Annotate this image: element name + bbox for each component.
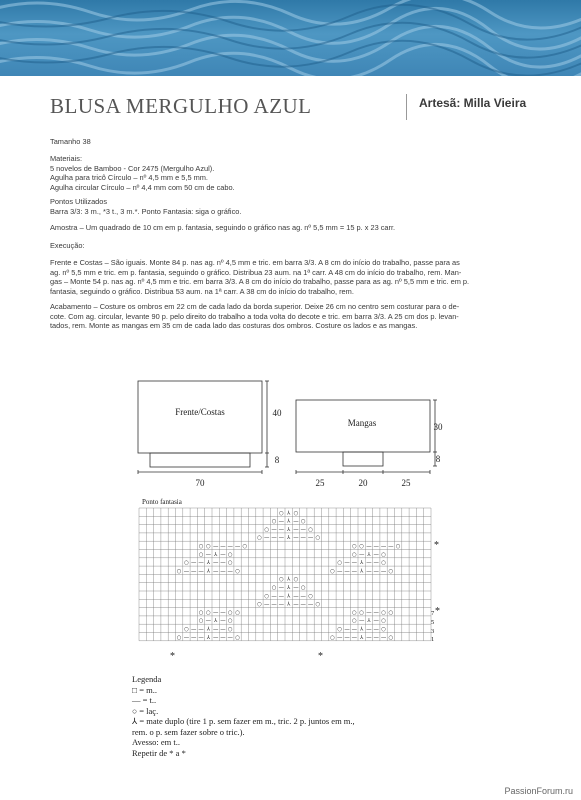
chart-symbol: —: [198, 626, 204, 633]
chart-symbol: —: [337, 634, 343, 641]
chart-symbol: ○: [264, 526, 270, 533]
legend-item: ⅄ = mate duplo (tire 1 p. sem fazer em m., tric. 2 p. juntos em m.,: [132, 716, 355, 726]
instruction-line: fantasia, seguindo o gráfico. Distribua 53 aum. na 1ª carr. A 38 cm do início do trabalho, rem.: [50, 286, 354, 296]
chart-symbol: —: [191, 568, 197, 575]
chart-symbol: —: [351, 560, 358, 567]
materials-line: Agulha circular Círculo – nº 4,4 mm com 50 cm de cabo.: [50, 182, 235, 192]
chart-symbol: —: [212, 560, 219, 567]
chart-symbol: ○: [395, 543, 401, 550]
chart-symbol: —: [373, 560, 379, 567]
chart-symbol: —: [198, 560, 204, 567]
chart-symbol: ○: [337, 560, 343, 567]
chart-symbol: ⅄: [360, 626, 364, 633]
chart-symbol: ○: [351, 609, 357, 616]
sleeve-height-label: 30: [433, 422, 443, 432]
chart-symbol: —: [205, 551, 212, 558]
chart-symbol: —: [271, 601, 277, 608]
chart-symbol: ⅄: [287, 585, 291, 591]
chart-symbol: —: [220, 609, 226, 616]
chart-symbol: ○: [330, 568, 335, 575]
chart-symbol: ○: [264, 593, 270, 600]
instruction-line: cote. Com ag. circular, levante 90 p. pelo direito do trabalho a toda volta do decote e tric. em barra 3/3. A 25 cm dos p. levan-: [50, 311, 459, 321]
chart-symbol: ○: [235, 568, 240, 575]
legend-item: Avesso: em t..: [132, 737, 181, 747]
chart-symbol: ○: [308, 526, 313, 533]
chart-symbol: ○: [293, 510, 299, 517]
gauge-line: Amostra – Um quadrado de 10 cm em p. fantasia, seguindo o gráfico nas ag. nº 5,5 mm = 15 p. x 23 carr.: [50, 223, 396, 232]
chart-symbol: —: [278, 601, 285, 608]
chart-symbol: ⅄: [206, 626, 210, 633]
chart-symbol: —: [300, 535, 306, 542]
chart-symbol: ○: [242, 543, 248, 550]
chart-symbol: ○: [227, 626, 233, 633]
chart-symbol: ○: [300, 585, 306, 591]
chart-symbol: ○: [198, 618, 204, 625]
legend-item: Repetir de * a *: [132, 747, 186, 758]
watermark: PassionForum.ru: [504, 786, 573, 796]
legend-title: Legenda: [132, 674, 162, 684]
chart-symbol: ○: [184, 560, 189, 567]
chart-symbol: —: [220, 551, 226, 558]
chart-symbol: —: [366, 560, 372, 567]
execution-heading: Execução:: [50, 241, 85, 250]
repeat-marker: *: [435, 606, 440, 617]
chart-symbol: ⅄: [287, 601, 291, 608]
chart-symbol: —: [366, 634, 372, 641]
chart-symbol: ○: [351, 543, 357, 550]
chart-symbol: ○: [308, 593, 313, 600]
chart-symbol: ⅄: [287, 535, 291, 542]
chart-symbol: —: [264, 601, 270, 608]
chart-symbol: —: [293, 535, 299, 542]
chart-symbol: —: [373, 626, 379, 633]
chart-symbol: —: [358, 618, 365, 625]
chart-symbol: —: [380, 543, 387, 550]
chart-symbol: —: [351, 568, 358, 575]
materials-heading: Materiais:: [50, 154, 83, 163]
chart-symbol: —: [344, 626, 350, 633]
repeat-marker: *: [170, 651, 175, 662]
chart-symbol: ○: [330, 634, 335, 641]
chart-symbol: ○: [227, 609, 233, 616]
chart-symbol: —: [337, 568, 343, 575]
chart-symbol: —: [388, 543, 394, 550]
chart-symbols: [177, 510, 401, 641]
legend-item: ○ = laç.: [132, 705, 159, 716]
chart-symbol: —: [220, 618, 226, 625]
chart-symbol: —: [278, 526, 285, 533]
chart-symbol: —: [380, 634, 387, 641]
chart-symbol: ○: [271, 585, 277, 591]
row-label: 5: [431, 619, 435, 626]
page-title: BLUSA MERGULHO AZUL: [50, 94, 312, 118]
chart-symbol: ⅄: [287, 576, 291, 583]
chart-symbol: —: [278, 585, 285, 591]
chart-symbol: ○: [271, 518, 277, 525]
front-rib-label: 8: [274, 455, 280, 465]
chart-symbol: —: [307, 601, 314, 608]
repeat-marker: *: [434, 540, 439, 551]
chart-symbol: —: [366, 609, 372, 616]
chart-symbol: ○: [198, 543, 204, 550]
chart-symbol: —: [373, 618, 379, 625]
instruction-line: tados, rem. Monte as mangas em 35 cm de cada lado das costuras dos ombros. Costure os lados e as mangas.: [50, 321, 418, 331]
chart-symbol: ⅄: [206, 568, 210, 575]
chart-symbol: —: [300, 526, 306, 533]
chart-symbol: ○: [227, 618, 233, 625]
chart-symbol: ⅄: [367, 551, 371, 558]
chart-symbol: ○: [388, 634, 394, 641]
chart-symbol: ⅄: [367, 618, 371, 625]
chart-symbol: —: [351, 634, 358, 641]
materials-line: 5 novelos de Bamboo - Cor 2475 (Mergulho Azul).: [50, 163, 215, 173]
chart-symbol: —: [191, 626, 197, 633]
chart-symbol: ○: [293, 576, 299, 583]
chart-symbol: ○: [359, 543, 365, 550]
instruction-line: Frente e Costas – São iguais. Monte 84 p. nas ag. nº 4,5 mm e tric. em barra 3/3. A 8 cm do início do trabalho, passe para as: [50, 258, 460, 267]
chart-symbol: —: [220, 568, 226, 575]
chart-symbol: —: [227, 634, 233, 641]
chart-symbol: ⅄: [214, 618, 218, 625]
chart-symbol: ○: [205, 543, 211, 550]
author-credit: Artesã: Milla Vieira: [419, 96, 527, 110]
instruction-line: Acabamento – Costure os ombros em 22 cm de cada lado da borda superior. Deixe 26 cm no centro sem costurar para o de-: [50, 302, 460, 311]
chart-symbol: ○: [315, 535, 321, 542]
chart-symbol: ○: [198, 551, 204, 558]
chart-symbol: —: [293, 526, 299, 533]
chart-symbol: —: [191, 634, 197, 641]
chart-symbol: —: [278, 535, 285, 542]
chart-symbol: —: [212, 568, 219, 575]
chart-symbol: ⅄: [206, 634, 210, 641]
chart-symbol: ○: [300, 518, 306, 525]
front-width-label: 70: [195, 478, 205, 488]
chart-symbol: ○: [388, 568, 394, 575]
chart-symbol: ○: [359, 609, 365, 616]
chart-symbol: —: [373, 609, 379, 616]
chart-symbol: —: [293, 601, 299, 608]
chart-symbol: —: [212, 626, 219, 633]
chart-symbol: ○: [257, 601, 262, 608]
chart-symbol: —: [198, 568, 204, 575]
stitches-line: Barra 3/3: 3 m., *3 t., 3 m.*. Ponto Fantasia: siga o gráfico.: [50, 206, 242, 216]
chart-symbol: ○: [235, 634, 240, 641]
chart-symbol: —: [278, 593, 285, 600]
chart-symbol: ○: [176, 634, 182, 641]
chart-symbol: —: [264, 535, 270, 542]
chart-symbol: ○: [257, 535, 262, 542]
chart-symbol: —: [234, 543, 241, 550]
size-line: Tamanho 38: [50, 137, 91, 146]
chart-symbol: ○: [388, 609, 394, 616]
chart-symbol: —: [271, 535, 277, 542]
chart-symbol: —: [220, 634, 226, 641]
front-height-label: 40: [272, 408, 282, 418]
sleeve-width-label: 25: [315, 478, 325, 488]
chart-symbol: —: [358, 551, 365, 558]
chart-symbol: —: [198, 634, 204, 641]
front-back-label: Frente/Costas: [175, 407, 225, 417]
chart-symbol: ○: [337, 626, 343, 633]
sleeve-width-label: 25: [401, 478, 411, 488]
instruction-line: ag. nº 5,5 mm e tric. em p. fantasia, seguindo o gráfico. Distribua 23 aum. na 1ª carr. A 48 cm do início do trabalho, rem. Man-: [50, 267, 462, 277]
chart-symbol: —: [380, 568, 387, 575]
row-label: 1: [431, 636, 435, 643]
chart-symbol: ⅄: [360, 634, 364, 641]
chart-symbol: —: [344, 634, 350, 641]
chart-symbol: —: [300, 593, 306, 600]
sleeve-label: Mangas: [347, 418, 377, 428]
chart-symbol: ⅄: [360, 568, 364, 575]
chart-symbol: —: [373, 568, 379, 575]
chart-symbol: ○: [381, 618, 386, 625]
chart-symbol: ⅄: [287, 510, 291, 517]
chart-symbol: ○: [235, 609, 240, 616]
chart-symbol: ○: [351, 551, 357, 558]
chart-symbol: —: [220, 560, 226, 567]
chart-symbol: —: [271, 593, 277, 600]
stitches-heading: Pontos Utilizados: [50, 197, 108, 206]
chart-symbol: —: [183, 634, 190, 641]
legend-item: □ = m..: [132, 684, 158, 695]
chart-symbol: —: [351, 626, 358, 633]
chart-symbol: —: [366, 626, 372, 633]
chart-symbol: —: [271, 526, 277, 533]
chart-symbol: —: [373, 543, 379, 550]
chart-symbol: ○: [184, 626, 189, 633]
chart-symbol: ○: [381, 560, 386, 567]
chart-symbol: ○: [315, 601, 321, 608]
chart-symbol: —: [344, 560, 350, 567]
chart-symbol: ○: [351, 618, 357, 625]
chart-symbol: ○: [278, 576, 284, 583]
row-label: 7: [431, 610, 435, 617]
chart-symbol: —: [366, 568, 372, 575]
chart-symbol: ○: [176, 568, 182, 575]
chart-symbol: —: [373, 551, 379, 558]
sleeve-width-label: 20: [358, 478, 368, 488]
chart-symbol: —: [227, 568, 233, 575]
chart-symbol: ⅄: [214, 551, 218, 558]
sleeve-rib-label: 8: [435, 454, 441, 464]
row-label: 3: [431, 628, 435, 635]
chart-symbol: —: [373, 634, 379, 641]
chart-symbol: —: [293, 593, 299, 600]
chart-symbol: —: [227, 543, 233, 550]
chart-symbol: ⅄: [206, 560, 210, 567]
chart-symbol: ⅄: [287, 518, 291, 525]
chart-symbol: —: [293, 585, 299, 591]
chart-symbol: ○: [381, 609, 386, 616]
chart-symbol: ○: [381, 551, 386, 558]
chart-symbol: —: [220, 543, 226, 550]
chart-symbol: —: [300, 601, 306, 608]
legend-item: — = t..: [132, 695, 157, 705]
chart-symbol: —: [205, 618, 212, 625]
chart-symbol: —: [344, 568, 350, 575]
instruction-line: gas – Monte 54 p. nas ag. nº 4,5 mm e tric. em barra 3/3. A 8 cm do início do trabalho, passe para as ag. nº 5,5 mm e tric. em p.: [50, 277, 470, 287]
chart-symbol: ○: [198, 609, 204, 616]
chart-symbol: ○: [227, 560, 233, 567]
chart-symbol: ○: [227, 551, 233, 558]
legend-item: rem. o p. sem fazer sobre o tric.).: [132, 726, 245, 737]
chart-symbol: —: [278, 518, 285, 525]
chart-symbol: —: [307, 535, 314, 542]
chart-symbol: —: [293, 518, 299, 525]
chart-symbol: —: [220, 626, 226, 633]
chart-symbol: —: [212, 609, 219, 616]
chart-symbol: —: [191, 560, 197, 567]
chart-symbol: ○: [205, 609, 211, 616]
chart-symbol: —: [212, 634, 219, 641]
chart-symbol: ○: [278, 510, 284, 517]
chart-symbol: ⅄: [360, 560, 364, 567]
materials-line: Agulha para tricô Círculo – nº 4,5 mm e 5,5 mm.: [50, 173, 208, 183]
chart-legend: [132, 674, 355, 758]
chart-symbol: ⅄: [287, 526, 291, 533]
chart-symbol: —: [366, 543, 372, 550]
chart-symbol: ○: [381, 626, 386, 633]
repeat-marker: *: [318, 651, 323, 662]
chart-symbol: —: [212, 543, 219, 550]
chart-symbol: —: [183, 568, 190, 575]
chart-title: Ponto fantasia: [142, 498, 182, 506]
chart-symbol: ⅄: [287, 593, 291, 600]
